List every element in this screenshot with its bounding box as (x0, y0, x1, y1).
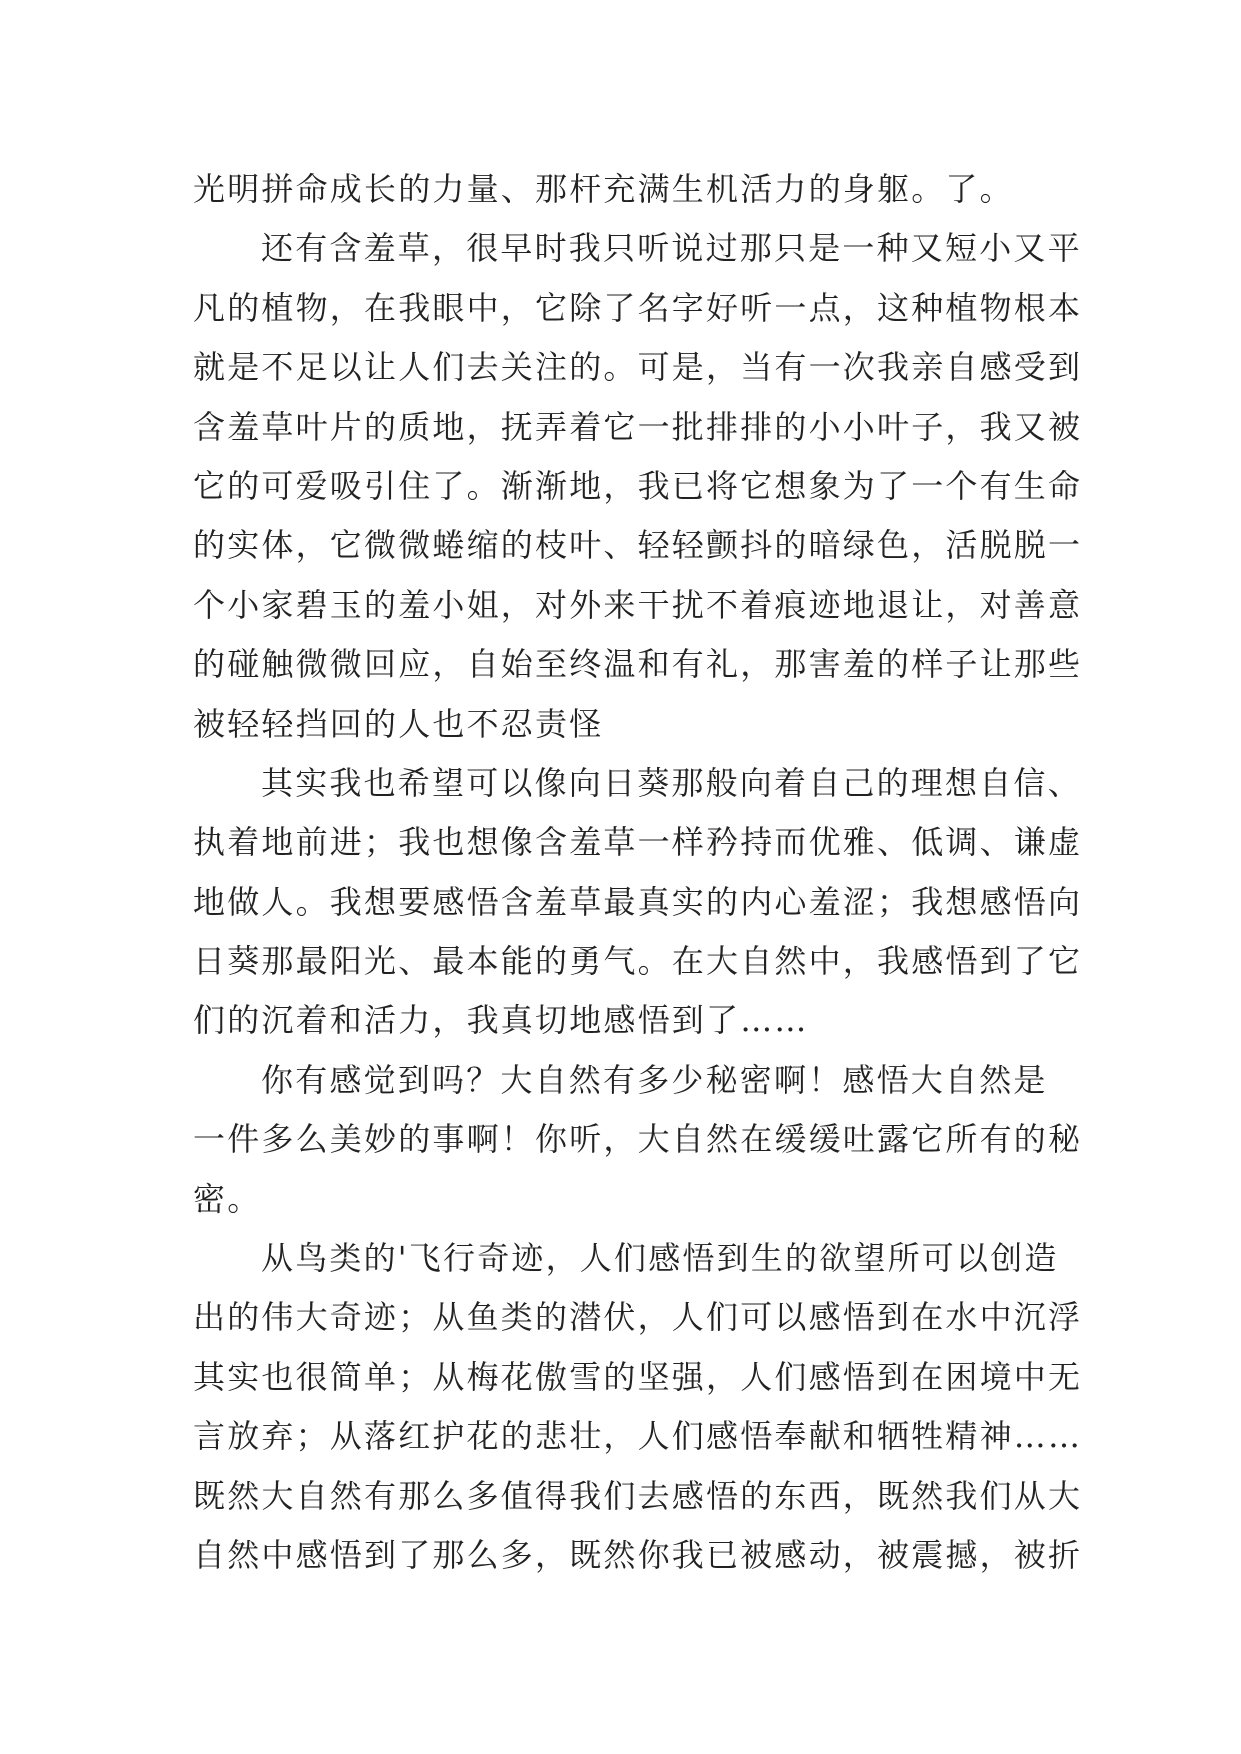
text-line: 地做人。我想要感悟含羞草最真实的内心羞涩；我想感悟向 (193, 882, 1083, 921)
text-line: 其实我也希望可以像向日葵那般向着自己的理想自信、 (261, 763, 1082, 802)
text-line: 含羞草叶片的质地，抚弄着它一批排排的小小叶子，我又被 (193, 407, 1083, 446)
text-line: 自然中感悟到了那么多，既然你我已被感动，被震撼，被折 (193, 1535, 1083, 1574)
text-line: 其实也很简单；从梅花傲雪的坚强，人们感悟到在困境中无 (193, 1357, 1083, 1396)
text-line: 们的沉着和活力，我真切地感悟到了…… (193, 1001, 809, 1040)
text-line: 执着地前进；我也想像含羞草一样矜持而优雅、低调、谦虚 (193, 823, 1083, 862)
text-line: 一件多么美妙的事啊！你听，大自然在缓缓吐露它所有的秘 (193, 1120, 1083, 1159)
text-line: 既然大自然有那么多值得我们去感悟的东西，既然我们从大 (193, 1476, 1083, 1515)
text-line: 密。 (193, 1179, 262, 1218)
text-line: 个小家碧玉的羞小姐，对外来干扰不着痕迹地退让，对善意 (193, 585, 1083, 624)
text-line: 就是不足以让人们去关注的。可是，当有一次我亲自感受到 (193, 348, 1083, 387)
text-line: 的实体，它微微蜷缩的枝叶、轻轻颤抖的暗绿色，活脱脱一 (193, 526, 1083, 565)
text-line: 你有感觉到吗？大自然有多少秘密啊！感悟大自然是 (261, 1060, 1048, 1099)
text-line: 凡的植物，在我眼中，它除了名字好听一点，这种植物根本 (193, 288, 1083, 327)
text-line: 还有含羞草，很早时我只听说过那只是一种又短小又平 (261, 229, 1082, 268)
text-line: 被轻轻挡回的人也不忍责怪 (193, 704, 604, 743)
text-line: 的碰触微微回应，自始至终温和有礼，那害羞的样子让那些 (193, 645, 1083, 684)
text-line: 从鸟类的'飞行奇迹，人们感悟到生的欲望所可以创造 (261, 1239, 1059, 1278)
text-line: 言放弃；从落红护花的悲壮，人们感悟奉献和牺牲精神…… (193, 1417, 1083, 1456)
text-line: 它的可爱吸引住了。渐渐地，我已将它想象为了一个有生命 (193, 466, 1083, 505)
text-line: 光明拼命成长的力量、那杆充满生机活力的身躯。了。 (193, 170, 1014, 208)
text-line: 日葵那最阳光、最本能的勇气。在大自然中，我感悟到了它 (193, 942, 1083, 981)
text-line: 出的伟大奇迹；从鱼类的潜伏，人们可以感悟到在水中沉浮 (193, 1298, 1083, 1337)
body-text (193, 160, 1083, 1585)
